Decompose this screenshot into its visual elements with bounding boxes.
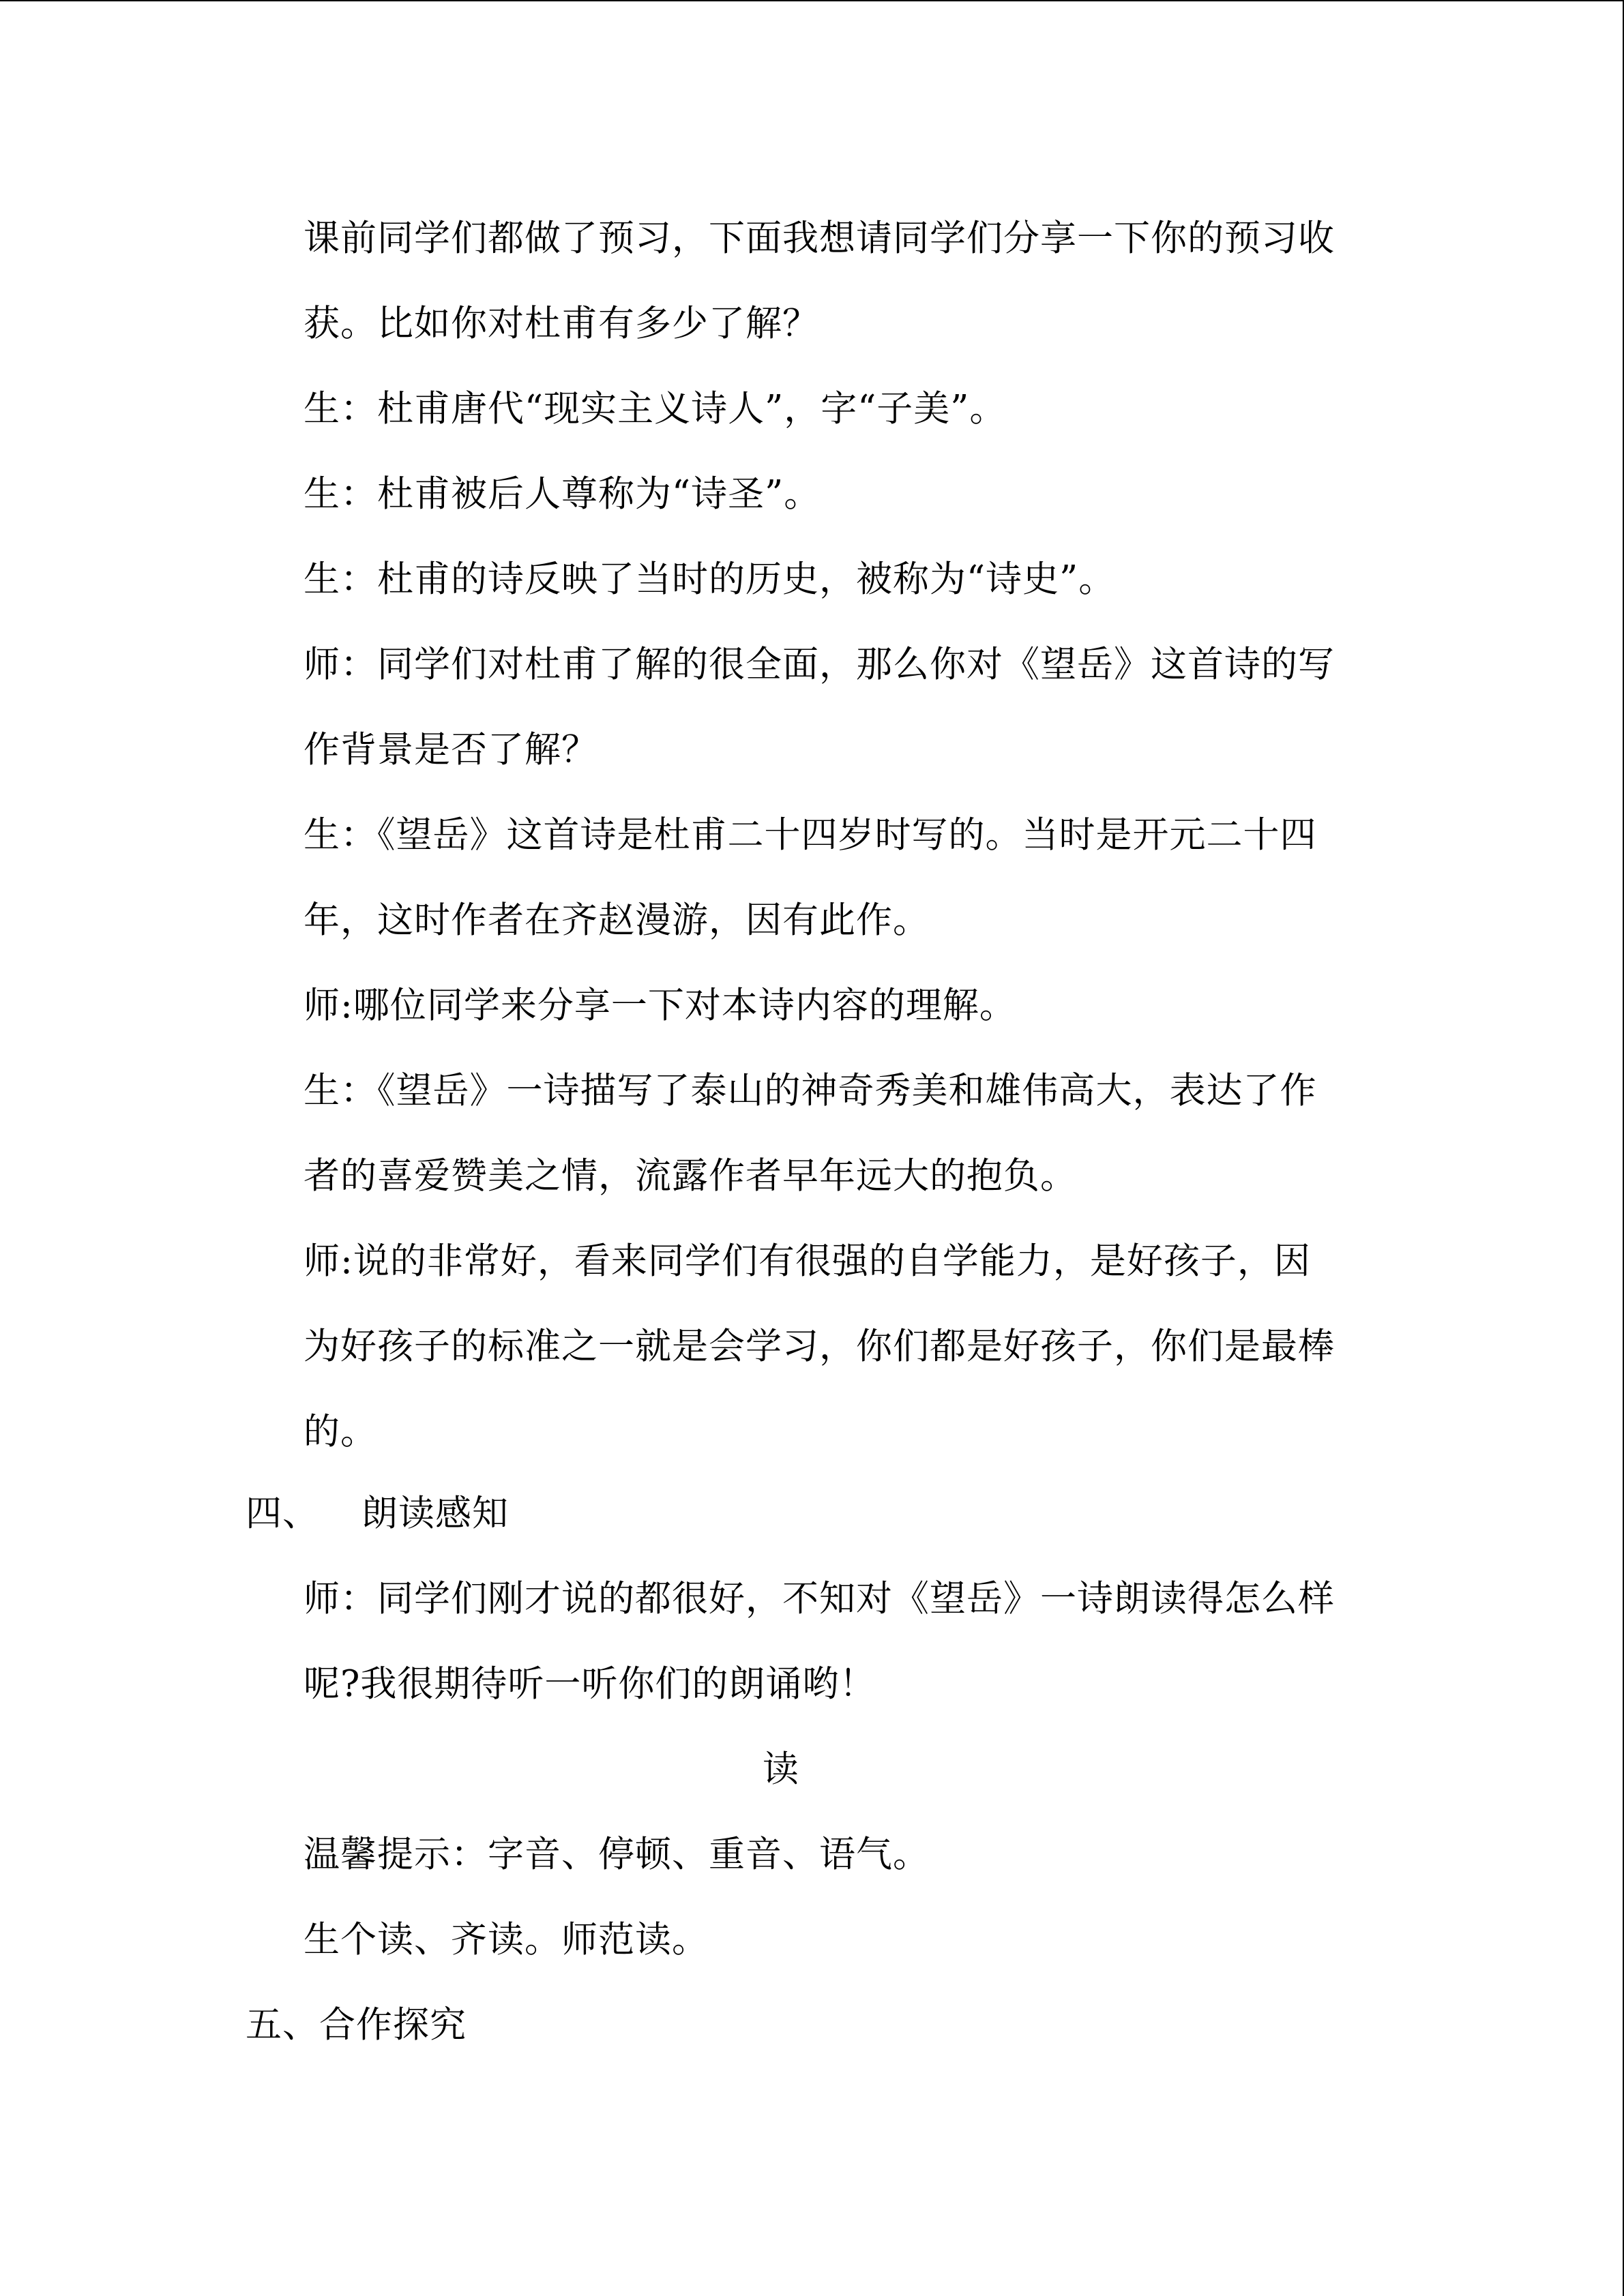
paragraph-line: 为好孩子的标准之一就是会学习，你们都是好孩子，你们是最棒 bbox=[304, 1326, 1335, 1367]
paragraph-line: 师:说的非常好，看来同学们有很强的自学能力，是好孩子，因 bbox=[304, 1240, 1311, 1282]
centered-heading: 读 bbox=[763, 1748, 799, 1790]
paragraph-line: 获。比如你对杜甫有多少了解？ bbox=[304, 303, 819, 344]
section-heading-5: 五、合作探究 bbox=[246, 2004, 467, 2046]
paragraph-line: 师：同学们刚才说的都很好，不知对《望岳》一诗朗读得怎么样 bbox=[304, 1578, 1335, 1620]
top-border-line bbox=[0, 0, 1624, 1]
paragraph-line: 温馨提示：字音、停顿、重音、语气。 bbox=[304, 1834, 930, 1875]
paragraph-line: 生：杜甫唐代“现实主义诗人”，字“子美”。 bbox=[304, 388, 1007, 430]
paragraph-line: 的。 bbox=[304, 1411, 377, 1452]
section-title: 朗读感知 bbox=[361, 1493, 509, 1534]
paragraph-line: 呢?我很期待听一听你们的朗诵哟！ bbox=[304, 1663, 876, 1705]
paragraph-line: 生个读、齐读。师范读。 bbox=[304, 1919, 709, 1960]
paragraph-line: 生：《望岳》一诗描写了泰山的神奇秀美和雄伟高大，表达了作 bbox=[304, 1070, 1317, 1112]
paragraph-line: 者的喜爱赞美之情，流露作者早年远大的抱负。 bbox=[304, 1155, 1077, 1197]
paragraph-line: 作背景是否了解？ bbox=[304, 729, 598, 771]
section-number: 四、 bbox=[246, 1493, 319, 1534]
paragraph-line: 年，这时作者在齐赵漫游，因有此作。 bbox=[304, 899, 930, 941]
paragraph-line: 课前同学们都做了预习，下面我想请同学们分享一下你的预习收 bbox=[304, 218, 1335, 259]
paragraph-line: 生：《望岳》这首诗是杜甫二十四岁时写的。当时是开元二十四 bbox=[304, 814, 1317, 856]
section-heading-4 bbox=[246, 1490, 509, 1538]
paragraph-line: 师：同学们对杜甫了解的很全面，那么你对《望岳》这首诗的写 bbox=[304, 644, 1335, 685]
paragraph-line: 生：杜甫被后人尊称为“诗圣”。 bbox=[304, 473, 821, 515]
paragraph-line: 师:哪位同学来分享一下对本诗内容的理解。 bbox=[304, 985, 1016, 1026]
paragraph-line: 生：杜甫的诗反映了当时的历史，被称为“诗史”。 bbox=[304, 558, 1116, 600]
